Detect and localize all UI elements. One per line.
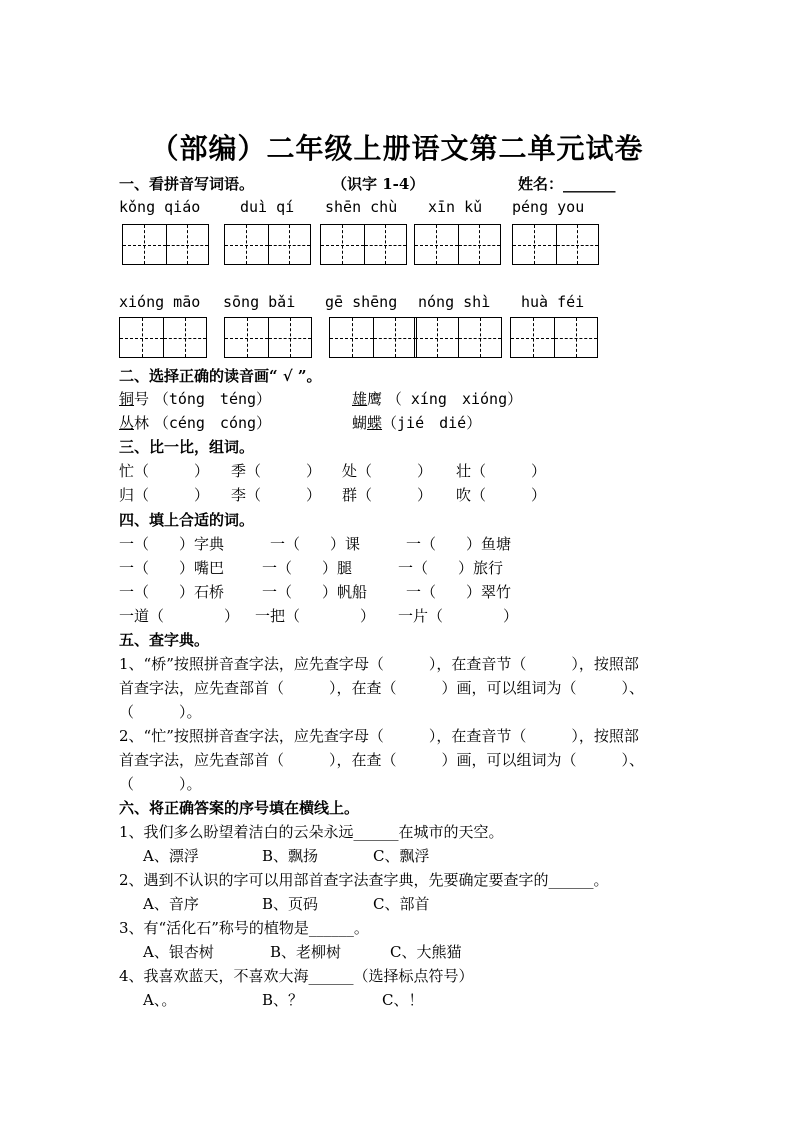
choice-question-2: 2、遇到不认识的字可以用部首查字法查字典，先要确定要查字的______。 [119, 871, 609, 889]
compare-item[interactable]: 李（ ） [231, 486, 322, 504]
writing-grid-1[interactable] [122, 224, 209, 265]
choice-option[interactable]: B、页码 [262, 895, 319, 913]
choice-option[interactable]: C、！ [382, 991, 424, 1009]
compare-item[interactable]: 季（ ） [231, 462, 322, 480]
section-3-heading: 三、比一比，组词。 [119, 438, 255, 456]
pronunciation-item-4[interactable]: 蝴蝶（jié dié） [352, 414, 482, 432]
fill-word-item[interactable]: 一（ ）翠竹 [406, 583, 512, 601]
pinyin-1: kǒng qiáo [119, 198, 201, 216]
pronunciation-item-3[interactable]: 丛林 （céng cóng） [119, 414, 272, 432]
compare-item[interactable]: 忙（ ） [119, 462, 210, 480]
section-2-heading: 二、选择正确的读音画“ √ ”。 [119, 367, 322, 385]
pinyin-4: xīn kǔ [428, 198, 483, 216]
fill-word-item[interactable]: 一（ ）嘴巴 [119, 559, 225, 577]
pinyin-8: gē shēng [325, 293, 398, 311]
writing-grid-8[interactable] [329, 317, 417, 358]
pronunciation-item-2[interactable]: 雄鹰 （ xíng xióng） [352, 390, 523, 408]
compare-item[interactable]: 归（ ） [119, 486, 210, 504]
dictionary-question-2-line-2[interactable]: 首查字法，应先查部首（ ），在查（ ）画，可以组词为（ ）、 [119, 751, 645, 769]
choice-option[interactable]: C、部首 [373, 895, 430, 913]
fill-word-item[interactable]: 一（ ）腿 [262, 559, 353, 577]
dictionary-question-2-line-3[interactable]: （ ）。 [119, 775, 202, 793]
compare-item[interactable]: 壮（ ） [456, 462, 547, 480]
writing-grid-4[interactable] [414, 224, 501, 265]
fill-word-item[interactable]: 一把（ ） [255, 607, 376, 625]
pinyin-5: péng you [512, 198, 585, 216]
pinyin-7: sōng bǎi [223, 293, 296, 311]
section-5-heading: 五、查字典。 [119, 631, 210, 649]
pinyin-9: nóng shì [418, 293, 491, 311]
choice-option[interactable]: C、大熊猫 [390, 943, 462, 961]
fill-word-item[interactable]: 一（ ）帆船 [262, 583, 368, 601]
compare-item[interactable]: 吹（ ） [456, 486, 547, 504]
choice-question-1: 1、我们多么盼望着洁白的云朵永远______在城市的天空。 [119, 823, 504, 841]
dictionary-question-2-line-1[interactable]: 2、“忙”按照拼音查字法，应先查字母（ ），在查音节（ ），按照部 [119, 727, 639, 745]
writing-grid-5[interactable] [512, 224, 599, 265]
fill-word-item[interactable]: 一（ ）旅行 [398, 559, 504, 577]
choice-option[interactable]: A、。 [143, 991, 177, 1009]
dictionary-question-1-line-1[interactable]: 1、“桥”按照拼音查字法，应先查字母（ ），在查音节（ ），按照部 [119, 655, 639, 673]
choice-question-4: 4、我喜欢蓝天，不喜欢大海______（选择标点符号） [119, 967, 474, 985]
fill-word-item[interactable]: 一（ ）石桥 [119, 583, 225, 601]
writing-grid-2[interactable] [224, 224, 311, 265]
section-6-heading: 六、将正确答案的序号填在横线上。 [119, 799, 360, 817]
pronunciation-item-1[interactable]: 铜号 （tóng téng） [119, 390, 272, 408]
section-1-heading: 一、看拼音写词语。 [119, 175, 255, 193]
choice-option[interactable]: C、飘浮 [373, 847, 430, 865]
writing-grid-3[interactable] [320, 224, 407, 265]
fill-word-item[interactable]: 一片（ ） [398, 607, 519, 625]
choice-option[interactable]: A、音序 [143, 895, 199, 913]
writing-grid-9[interactable] [414, 317, 502, 358]
page-title: （部编）二年级上册语文第二单元试卷 [150, 132, 644, 165]
fill-word-item[interactable]: 一道（ ） [119, 607, 240, 625]
pinyin-2: duì qí [240, 198, 295, 216]
section-1-scope: （识字 1-4） [332, 175, 425, 193]
pinyin-10: huà féi [521, 293, 585, 311]
choice-option[interactable]: B、？ [262, 991, 304, 1009]
choice-question-3: 3、有“活化石”称号的植物是______。 [119, 919, 369, 937]
dictionary-question-1-line-3[interactable]: （ ）。 [119, 703, 202, 721]
dictionary-question-1-line-2[interactable]: 首查字法，应先查部首（ ），在查（ ）画，可以组词为（ ）、 [119, 679, 645, 697]
fill-word-item[interactable]: 一（ ）课 [270, 535, 361, 553]
choice-option[interactable]: A、漂浮 [143, 847, 199, 865]
pinyin-6: xióng māo [119, 293, 201, 311]
writing-grid-6[interactable] [119, 317, 207, 358]
compare-item[interactable]: 群（ ） [342, 486, 433, 504]
choice-option[interactable]: B、老柳树 [270, 943, 342, 961]
fill-word-item[interactable]: 一（ ）字典 [119, 535, 225, 553]
fill-word-item[interactable]: 一（ ）鱼塘 [406, 535, 512, 553]
compare-item[interactable]: 处（ ） [342, 462, 433, 480]
writing-grid-10[interactable] [510, 317, 598, 358]
section-4-heading: 四、填上合适的词。 [119, 511, 255, 529]
writing-grid-7[interactable] [224, 317, 312, 358]
choice-option[interactable]: A、银杏树 [143, 943, 214, 961]
name-field-label[interactable]: 姓名：_______ [518, 175, 616, 193]
choice-option[interactable]: B、飘扬 [262, 847, 319, 865]
pinyin-3: shēn chù [325, 198, 398, 216]
